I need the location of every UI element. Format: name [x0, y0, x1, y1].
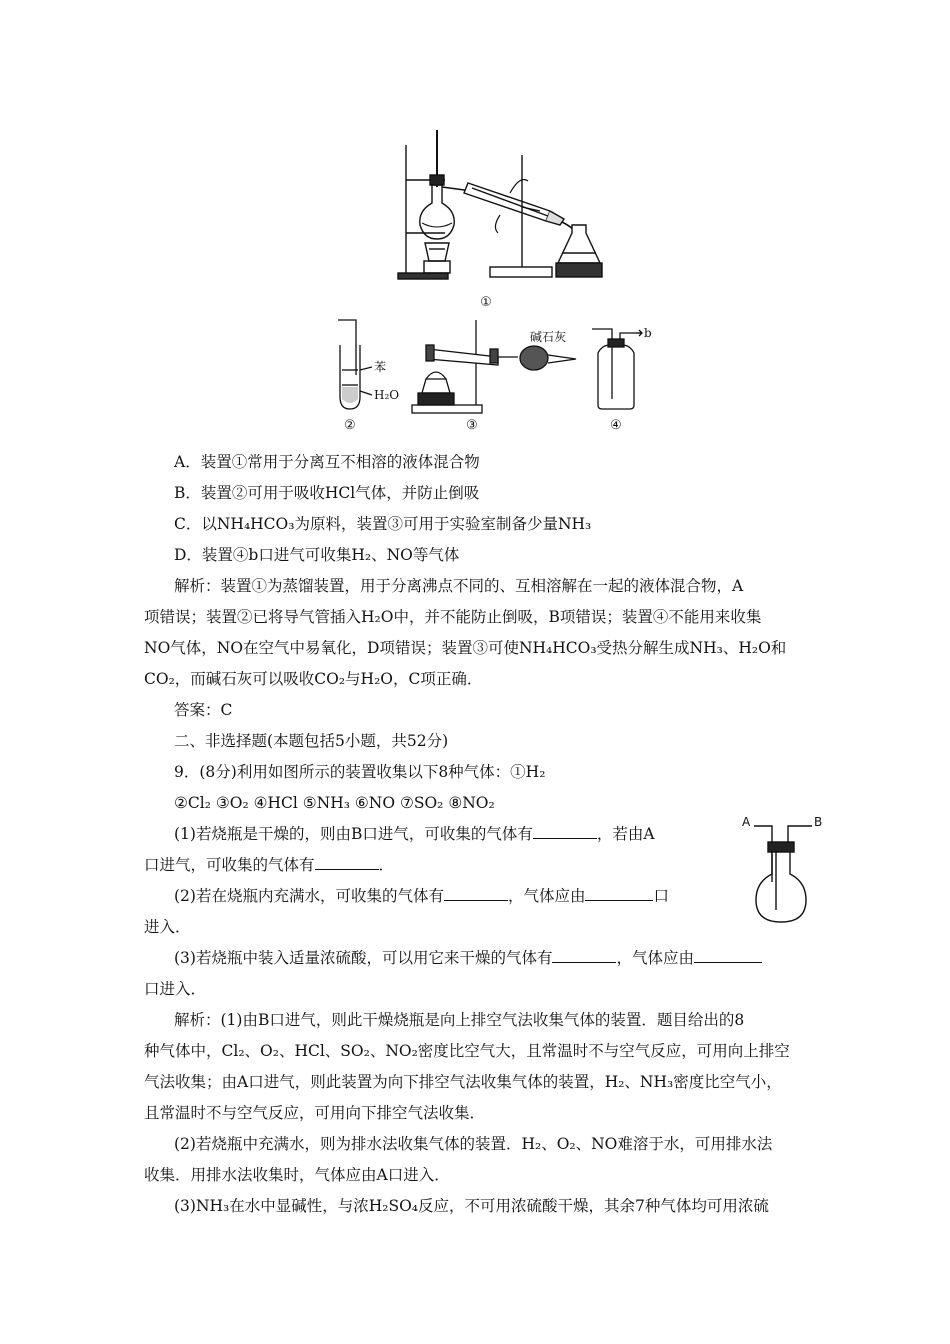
analysis-8-line-3: NO气体，NO在空气中易氧化，D项错误；装置③可使NH₄HCO₃受热分解生成NH₃、H₂O和 — [144, 639, 787, 657]
q9-p2-text-b: ，气体应由 — [507, 887, 586, 905]
q9-stem: 9．(8分)利用如图所示的装置收集以下8种气体：①H₂ — [174, 763, 546, 781]
section-heading: 二、非选择题(本题包括5小题，共52分) — [174, 732, 449, 750]
q9-part2-line1 — [174, 886, 669, 906]
q9-p3-blank-1[interactable] — [552, 948, 616, 963]
figure-1-label: ① — [480, 295, 492, 310]
q9-p3-blank-2[interactable] — [694, 948, 762, 963]
flask-port-a-label: A — [742, 815, 751, 829]
q9-p2-blank-1[interactable] — [444, 886, 508, 901]
q9-part2-line2: 进入． — [144, 918, 191, 936]
q9-p1-text-a: (1)若烧瓶是干燥的，则由B口进气，可收集的气体有 — [174, 825, 533, 843]
answer-8: 答案：C — [174, 701, 233, 719]
analysis-8-line-2: 项错误；装置②已将导气管插入H₂O中，并不能防止倒吸，B项错误；装置④不能用来收集 — [144, 608, 762, 626]
analysis-9-line-4: 且常温时不与空气反应，可用向下排空气法收集． — [144, 1104, 486, 1122]
q9-p1-text-c: 口进气，可收集的气体有 — [144, 856, 315, 874]
water-label: H₂O — [374, 388, 400, 402]
q9-part3-line1 — [174, 948, 762, 968]
round-flask-figure — [738, 812, 828, 932]
analysis-8-line-1: 解析：装置①为蒸馏装置，用于分离沸点不同的、互相溶解在一起的液体混合物，A — [174, 577, 744, 595]
q9-p1-text-d: ． — [378, 856, 395, 874]
analysis-9-line-5: (2)若烧瓶中充满水，则为排水法收集气体的装置．H₂、O₂、NO难溶于水，可用排水法 — [174, 1135, 773, 1153]
q9-p1-blank-1[interactable] — [533, 824, 597, 839]
q9-p2-blank-2[interactable] — [585, 886, 653, 901]
figure-4-label: ④ — [610, 418, 622, 433]
analysis-8-line-4: CO₂，而碱石灰可以吸收CO₂与H₂O，C项正确． — [144, 670, 483, 688]
q9-gas-list: ②Cl₂ ③O₂ ④HCl ⑤NH₃ ⑥NO ⑦SO₂ ⑧NO₂ — [174, 794, 495, 812]
q9-p3-text-a: (3)若烧瓶中装入适量浓硫酸，可以用它来干燥的气体有 — [174, 949, 553, 967]
q9-p1-blank-2[interactable] — [315, 855, 379, 870]
q9-part1-line2 — [144, 855, 394, 875]
soda-lime-label: 碱石灰 — [530, 330, 567, 344]
q9-p1-text-b: ，若由A — [596, 825, 655, 843]
q9-part3-line2: 口进入． — [144, 980, 207, 998]
benzene-label: 苯 — [374, 360, 387, 374]
q9-p2-text-c: 口 — [653, 887, 669, 905]
q9-part1-line1 — [174, 824, 655, 844]
analysis-9-line-1: 解析：(1)由B口进气，则此干燥烧瓶是向上排空气法收集气体的装置．题目给出的8 — [174, 1011, 745, 1029]
analysis-9-line-6: 收集．用排水法收集时，气体应由A口进入． — [144, 1166, 450, 1184]
port-b-label: b — [644, 326, 652, 340]
q9-p2-text-a: (2)若在烧瓶内充满水，可收集的气体有 — [174, 887, 444, 905]
option-a: A．装置①常用于分离互不相溶的液体混合物 — [174, 453, 480, 471]
analysis-9-line-2: 种气体中，Cl₂、O₂、HCl、SO₂、NO₂密度比空气大，且常温时不与空气反应，可用向上排空 — [144, 1042, 790, 1060]
analysis-9-line-3: 气法收集；由A口进气，则此装置为向下排空气法收集气体的装置，H₂、NH₃密度比空气小， — [144, 1073, 782, 1091]
apparatus-row-figure — [330, 315, 660, 435]
figure-2-label: ② — [344, 418, 356, 433]
figure-3-label: ③ — [466, 418, 478, 433]
option-b: B．装置②可用于吸收HCl气体，并防止倒吸 — [174, 484, 480, 502]
option-c: C．以NH₄HCO₃为原料，装置③可用于实验室制备少量NH₃ — [174, 515, 592, 533]
analysis-9-line-7: (3)NH₃在水中显碱性，与浓H₂SO₄反应，不可用浓硫酸干燥，其余7种气体均可用浓硫 — [174, 1197, 769, 1215]
distillation-apparatus-figure — [380, 125, 610, 310]
option-d: D．装置④b口进气可收集H₂、NO等气体 — [174, 546, 460, 564]
flask-port-b-label: B — [814, 815, 823, 829]
q9-p3-text-b: ，气体应由 — [616, 949, 694, 967]
